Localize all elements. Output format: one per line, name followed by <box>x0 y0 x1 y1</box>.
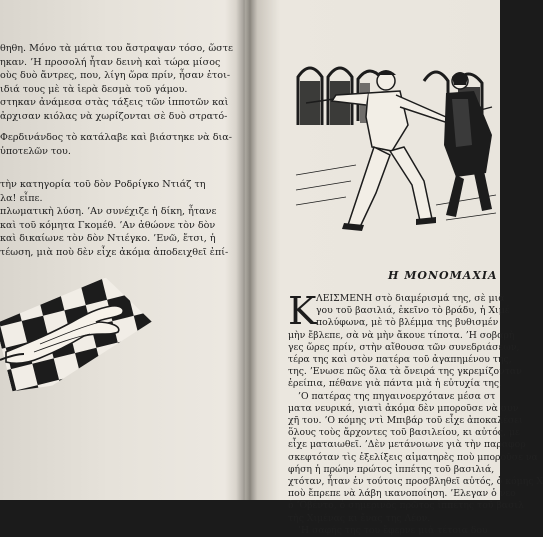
text-line: λα! εἶπε. <box>0 192 228 206</box>
text-line: γου τοῦ βασιλιά, ἐκεῖνο τὸ βράδυ, ἡ Χιμέ <box>288 305 543 317</box>
left-text-block-3 <box>0 178 228 260</box>
text-line: ΛΕΙΣΜΕΝΗ στὸ διαμέρισμά της, σὲ μιὰ <box>288 293 543 305</box>
text-line: ’Ο πατέρας της πηγαινοερχότανε μέσα στ <box>288 391 543 403</box>
text-line: γες ὥρες πρίν, στὴν αἴθουσα τῶν συνεδριάσεων, <box>288 342 543 354</box>
text-line: καὶ τοῦ κόμητα Γκομέθ. ’Αν ἀθώονε τὸν δὸν <box>0 219 228 233</box>
chapter-title: Η ΜΟΝΟΜΑΧΙΑ <box>388 269 498 282</box>
text-line: ἀρχισαν κιόλας νὰ χωρίζονται σὲ δυὸ στρατό- <box>0 110 233 124</box>
text-line: σκεφτόταν τὶς ἐξελίξεις αἱματηρὲς ποὺ μποροῦσε να <box>288 452 543 464</box>
right-page <box>252 0 500 500</box>
text-line: ὅλους τοὺς ἄρχοντες τοῦ βασιλείου, κι αὐτός, με <box>288 427 543 439</box>
text-line: ὁ ’Οβέντο, ὁ σημερινὸς πρῶτος ἱππέτης τοῦ βασιλ <box>288 500 543 512</box>
text-line: θηθη. Μόνο τὰ μάτια του ἄστραψαν τόσο, ὥστε <box>0 42 233 56</box>
text-line: μὴν ἔβλεπε, σὰ νὰ μὴν ἄκουε τίποτα. ’Η σοβαρὴ <box>288 330 543 342</box>
left-text-block-1 <box>0 42 233 124</box>
text-line: τὴν κατηγορία τοῦ δὸν Ροδρίγκο Ντιάζ τη <box>0 178 228 192</box>
drop-cap: Κ <box>288 292 316 330</box>
text-line: τὴς Χιμένας κι ἔνας της Λέον. <box>288 513 543 525</box>
text-line: χτόταν, ἦταν ἐν τούτοις προσβληθεῖ αὐτός, ὁ κόμης Χ <box>288 476 543 488</box>
text-line: ματα νευρικά, γιατὶ ἀκόμα δὲν μποροῦσε νὰ συν <box>288 403 543 415</box>
text-line: καὶ δικαίωνε τὸν δὸν Ντιέγκο. ’Ενῶ, ἔτσι, ἡ <box>0 232 228 246</box>
text-line: Φερδινάνδος τὸ κατάλαβε καὶ βιάστηκε νὰ δια- <box>0 131 232 145</box>
text-line: στηκαν ἀνάμεσα στὰς τάξεις τῶν ἱπποτῶν καὶ <box>0 96 233 110</box>
text-line: ποὺ ἔπρεπε νὰ λάβη ικανοποίηση. ’Ελεγαν ὁ νεο <box>288 488 543 500</box>
right-body-text <box>288 293 543 537</box>
text-line: της. ’Ενωσε πῶς ὄλα τὰ ὄνειρά της γκρεμίζονταν <box>288 366 543 378</box>
text-line: οὺς δυὸ ἄντρες, που, λίγη ὥρα πρίν, ἦσαν ἑτοι- <box>0 69 233 83</box>
left-page <box>0 0 236 500</box>
text-line: πλωματικὴ λύση. ’Αν συνέχιζε ἡ δίκη, ἦτανε <box>0 205 228 219</box>
text-line: φήση ἡ πρώην πρώτος ἱππέτης τοῦ βασιλιά, <box>288 464 543 476</box>
duel-illustration <box>296 55 496 245</box>
left-text-block-2 <box>0 131 232 158</box>
text-line: χῆ του. ’Ο κόμης ντὶ Μπιβάρ τοῦ εἶχε ἀποκαλέσει <box>288 415 543 427</box>
text-line: τέρα της καὶ στὸν πατέρα τοῦ ἀγαπημένου της, <box>288 354 543 366</box>
text-line: ὑποτελῶν του. <box>0 145 232 159</box>
text-line: ἐρείπια, πέθανε γιὰ πάντα μιὰ ἡ εὐτυχία της. <box>288 378 543 390</box>
text-line: τέωση, μιὰ ποὺ δὲν εἶχε ἀκόμα ἀποδειχθεῖ ἐπί- <box>0 246 228 260</box>
hand-illustration <box>0 282 155 382</box>
text-line: εἶχε ματαιωθεῖ. ’Δὲν μετάνοιωνε γιὰ τὴν παραφορ <box>288 439 543 451</box>
text-line: πολύφωνα, μὲ τὸ βλέμμα της βυθισμέν <box>288 317 543 329</box>
page-gutter <box>236 0 252 500</box>
text-line: ηκαν. ’Η προσολή ἦταν δεινὴ καὶ τώρα μίσος <box>0 56 233 70</box>
text-line: ιδιά τους μὲ τὰ ἱερὰ δεσμὰ τοῦ γάμου. <box>0 83 233 97</box>
text-line: ’Η σαφής της του ἔφερνε μιὰ τέτοια δου <box>288 525 543 537</box>
